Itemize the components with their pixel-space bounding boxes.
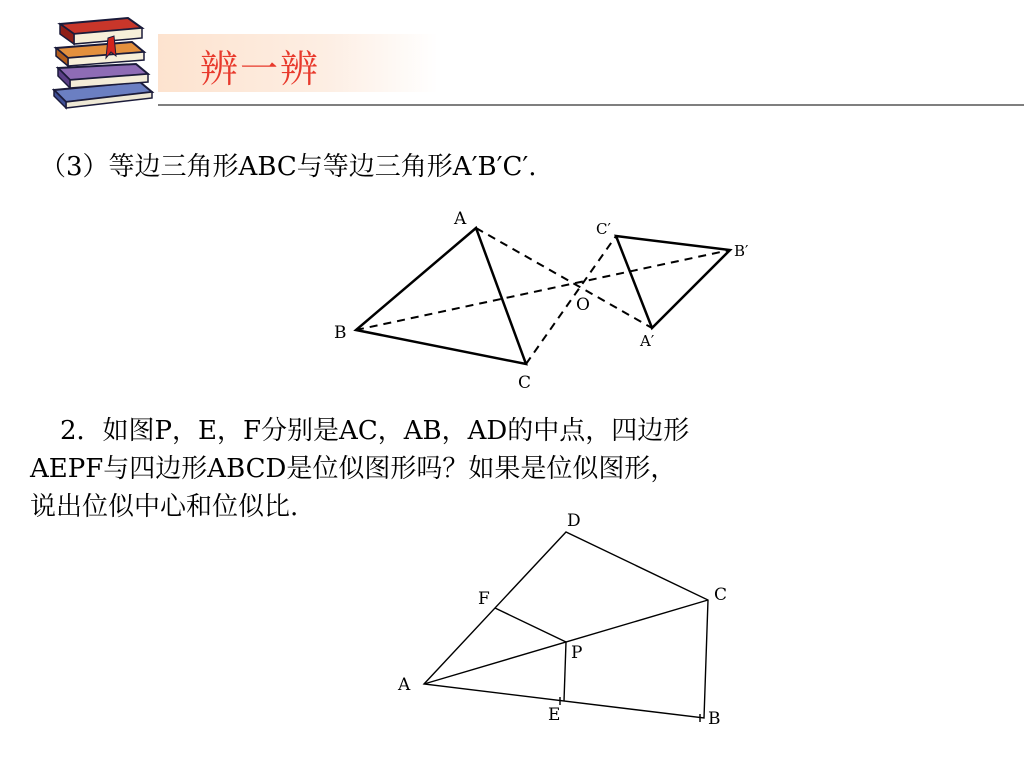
header-divider: [158, 104, 1024, 106]
problem2-text: [30, 412, 850, 526]
label-B: B: [708, 709, 721, 729]
label-A-prime: A′: [640, 332, 655, 350]
label-O: O: [576, 295, 590, 315]
books-logo: [48, 12, 158, 110]
label-P: P: [571, 643, 583, 663]
label-A: A: [398, 675, 411, 695]
label-C: C: [714, 585, 728, 605]
label-F: F: [478, 589, 490, 609]
label-A: A: [454, 209, 467, 229]
figure-quadrilateral-homothety: [390, 510, 750, 735]
label-C-prime: C′: [596, 220, 611, 238]
problem2-line-1: 2．如图P，E，F分别是AC，AB，AD的中点，四边形: [60, 416, 690, 446]
problem2-line-2: AEPF与四边形ABCD是位似图形吗？如果是位似图形，: [30, 454, 677, 484]
problem2-line-3: 说出位似中心和位似比.: [30, 492, 299, 522]
label-B-prime: B′: [734, 242, 749, 260]
label-E: E: [548, 705, 561, 725]
label-C: C: [518, 373, 532, 393]
item3-text: （3）等边三角形ABC与等边三角形A′B′C′.: [40, 152, 537, 182]
label-D: D: [567, 511, 581, 531]
figure-triangles-homothety: [326, 200, 766, 396]
page-title: 辨一辨: [200, 47, 321, 91]
label-B: B: [334, 323, 347, 343]
